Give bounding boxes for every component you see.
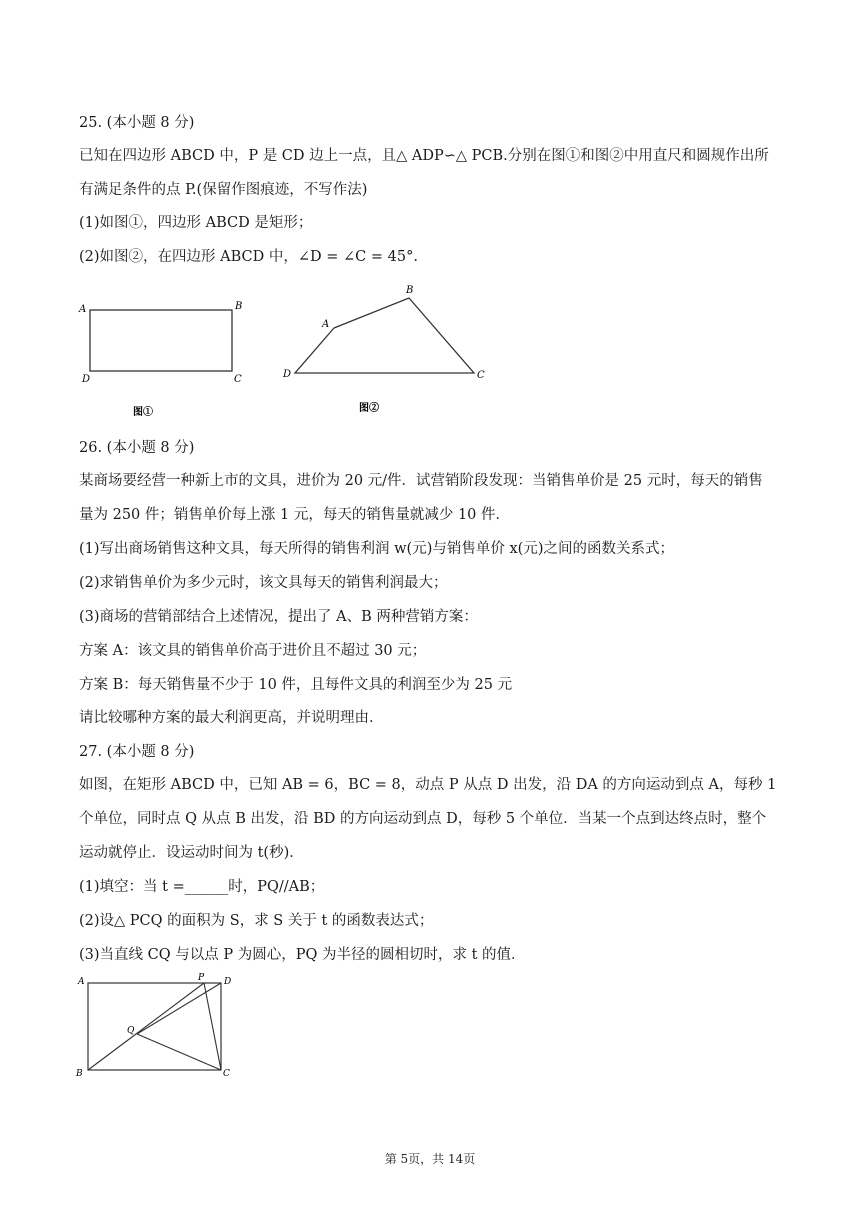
- q27-part-2: (2)设△ PCQ 的面积为 S，求 S 关于 t 的函数表达式；: [79, 913, 434, 929]
- q26-part-3: (3)商场的营销部结合上述情况，提出了 A、B 两种营销方案：: [79, 609, 478, 625]
- quadrilateral-abcd: [295, 298, 474, 373]
- fig1-label-d: D: [82, 374, 91, 385]
- segment-qc: [137, 1034, 221, 1070]
- q27-part-3: (3)当直线 CQ 与以点 P 为圆心，PQ 为半径的圆相切时，求 t 的值．: [79, 947, 526, 963]
- fig2-caption: 图②: [359, 403, 379, 414]
- fig1-label-c: C: [234, 374, 242, 385]
- q25-header: 25. (本小题 8 分): [79, 115, 195, 131]
- fig2-label-b: B: [406, 285, 414, 296]
- q26-header: 26. (本小题 8 分): [79, 440, 195, 456]
- q26-stem-line-2: 量为 250 件；销售单价每上涨 1 元，每天的销售量就减少 10 件．: [79, 507, 511, 523]
- fig27-label-c: C: [223, 1069, 230, 1079]
- q25-figure-1: [70, 290, 260, 425]
- q26-part-2: (2)求销售单价为多少元时，该文具每天的销售利润最大；: [79, 575, 448, 591]
- q26-question: 请比较哪种方案的最大利润更高，并说明理由．: [79, 710, 384, 726]
- q25-stem-line-1: 已知在四边形 ABCD 中，P 是 CD 边上一点，且△ ADP∽△ PCB.分别在图①和图②中用直尺和圆规作出所: [79, 148, 769, 164]
- rectangle-abcd: [90, 310, 232, 371]
- fig27-label-b: B: [76, 1069, 83, 1079]
- fig27-label-p: P: [198, 973, 205, 983]
- q27-figure: [70, 970, 250, 1085]
- fig2-label-d: D: [283, 369, 292, 380]
- q25-part-1: (1)如图①，四边形 ABCD 是矩形；: [79, 215, 313, 231]
- fig2-label-a: A: [322, 319, 330, 330]
- fig2-label-c: C: [477, 370, 485, 381]
- q25-stem-line-2: 有满足条件的点 P.(保留作图痕迹，不写作法): [79, 182, 368, 198]
- q27-part-1: (1)填空：当 t =______时，PQ//AB；: [79, 879, 325, 895]
- fig27-label-d: D: [224, 977, 232, 987]
- segment-pc: [204, 983, 221, 1070]
- q26-plan-a: 方案 A：该文具的销售单价高于进价且不超过 30 元；: [79, 643, 427, 659]
- q27-stem-line-1: 如图，在矩形 ABCD 中，已知 AB = 6，BC = 8，动点 P 从点 D 出发，沿 DA 的方向运动到点 A，每秒 1: [79, 777, 777, 793]
- rectangle-abcd: [88, 983, 221, 1070]
- q27-stem-line-2: 个单位，同时点 Q 从点 B 出发，沿 BD 的方向运动到点 D，每秒 5 个单位．当某一个点到达终点时，整个: [79, 811, 767, 827]
- q26-plan-b: 方案 B：每天销售量不少于 10 件，且每件文具的利润至少为 25 元: [79, 677, 513, 693]
- q27-stem-line-3: 运动就停止．设运动时间为 t(秒)．: [79, 845, 304, 861]
- fig27-label-a: A: [78, 977, 85, 987]
- q25-figure-2: [278, 280, 498, 420]
- q26-part-1: (1)写出商场销售这种文具，每天所得的销售利润 w(元)与销售单价 x(元)之间的函数关系式；: [79, 541, 674, 557]
- fig27-label-q: Q: [127, 1026, 135, 1036]
- q27-header: 27. (本小题 8 分): [79, 744, 195, 760]
- segment-qd: [137, 983, 221, 1034]
- fig1-label-b: B: [235, 301, 243, 312]
- segment-bp: [88, 983, 204, 1070]
- page-footer: 第 5页，共 14页: [384, 1152, 476, 1166]
- fig1-label-a: A: [79, 304, 87, 315]
- fig1-caption: 图①: [133, 407, 153, 418]
- q26-stem-line-1: 某商场要经营一种新上市的文具，进价为 20 元/件．试营销阶段发现：当销售单价是 25 元时，每天的销售: [79, 473, 763, 489]
- q25-part-2: (2)如图②，在四边形 ABCD 中，∠D = ∠C = 45°.: [79, 249, 418, 265]
